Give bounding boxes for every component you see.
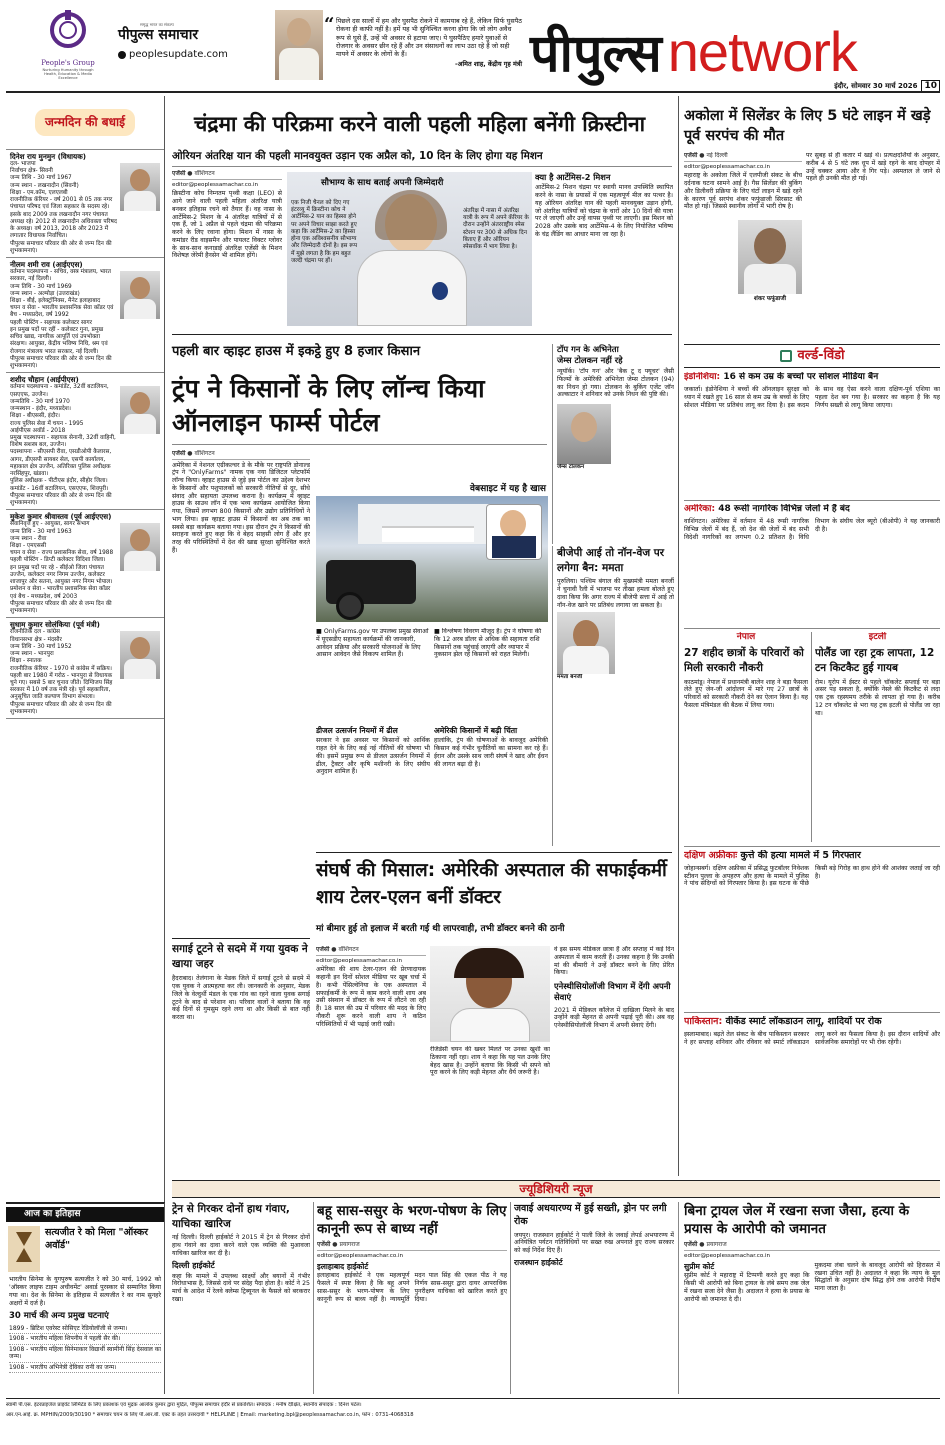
- story1-body2: कहा कि मामले में उपलब्ध साक्ष्यों और बयानों में गंभीर विरोधाभास है, जिससे दावे पर संदेह पैदा होता है। कोर्ट ने 25 मार्च के आदेश में रेलवे क्लेम्स ट्रिब्यूनल के फैसले को बरकरार रखा।: [172, 1272, 310, 1303]
- story1-body: नई दिल्ली। दिल्ली हाईकोर्ट ने 2015 में ट्रेन से गिरकर दोनों हाथ गंवाने का दावा करने वाले एक व्यक्ति की मुआवजा याचिका खारिज कर दी है।: [172, 1234, 310, 1257]
- judiciary-story-1: [172, 1202, 310, 1394]
- accident-headline: सगाई टूटने से सदमे में गया युवक ने खाया जहर: [172, 943, 308, 970]
- sangharsh-col-1: एजेंसी ● वॉशिंगटन editor@peoplessamachar.co.in अमेरिका की शाय टेलर-एलन की प्रेरणादायक कहानी इन दिनों सोशल मीडिया पर खूब चर्चा में है। कभी पेंसिल्वेनिया के एक अस्पताल में सफाईकर्मी के रूप में काम करने वाली शाय अब उसी संस्थान में डॉक्टर के रूप में लौटने जा रही हैं। 18 साल की उम्र में परिवार की मदद के लिए नौकरी शुरू करने वाली शाय ने कठिन परिस्थितियों में भी पढ़ाई जारी रखी।: [316, 946, 426, 1028]
- diesel-body: सरकार ने इस अवसर पर किसानों को आर्थिक राहत देने के लिए कई नई नीतियों की घोषणा भी की। इसमें प्रमुख रूप से डीजल उत्सर्जन नियमों में ढील, ट्रैक्टर और कृषि मशीनरी के लिए संघीय अनुदान शामिल हैं।: [316, 737, 430, 776]
- birthday-detail-line: शिक्षा - बीएससी, इंदौर।: [10, 413, 60, 420]
- history-box: [6, 1202, 165, 1394]
- akola-col-2: [806, 152, 940, 338]
- nepal-item: [684, 632, 808, 842]
- birthday-header-text: जन्मदिन की बधाई: [35, 109, 135, 136]
- history-event: 1899 - ब्रिटिश एवरेस्ट सोसिएट रेडियोलॉजी से जन्मा।: [9, 1324, 161, 1335]
- birthday-detail-line: प्रमुख पदस्थापना - सहायक सेनानी, 32वीं वाहिनी, विशेष सशस्त्र बल, उज्जैन।: [10, 434, 116, 449]
- bullet-icon: ■: [434, 628, 442, 635]
- america-body: वाशिंगटन। अमेरिका में वर्तमान में 48 रूसी नागरिक विभिन्न जेलों में बंद हैं, जो देश की जेलों में बंद सभी विदेशी नागरिकों का लगभग 0.2 प्रतिशत है। विधि विभाग के संघीय जेल ब्यूरो (बीओपी) ने यह जानकारी दी है।: [684, 518, 940, 541]
- website-link[interactable]: peoplesupdate.com: [129, 48, 228, 60]
- sangharsh-body: अमेरिका की शाय टेलर-एलन की प्रेरणादायक कहानी इन दिनों सोशल मीडिया पर खूब चर्चा में है। कभी पेंसिल्वेनिया के एक अस्पताल में सफाईकर्मी के रूप में काम करने वाली शाय अब उसी संस्थान में डॉक्टर के रूप में लौटने जा रही हैं। 18 साल की उम्र में परिवार की मदद के लिए नौकरी शुरू करने वाली शाय ने कठिन परिस्थितियों में भी पढ़ाई जारी रखी।: [316, 966, 426, 1028]
- america-lead: अमेरिका:: [684, 504, 716, 514]
- story2-email: editor@peoplessamachar.co.in: [317, 1252, 404, 1259]
- nepal-title: 27 शहीद छात्रों के परिवारों को मिली सरकारी नौकरी: [684, 647, 804, 674]
- bullet-icon: ■: [316, 628, 324, 635]
- indonesia-lead: इंडोनेशिया:: [684, 372, 721, 382]
- birthday-detail-line: शिक्षा - बीई, इलेक्ट्रॉनिक्स, मैनेट इलाहाबाद: [10, 297, 101, 304]
- birthday-detail-line: चयन व सेवा - भारतीय प्रशासनिक सेवा कॉडर एवं बैच - मध्यप्रदेश, वर्ष 1992: [10, 305, 114, 319]
- birthday-detail-line: पीपुल्स समाचार परिवार की ओर से जन्म दिन की शुभकामनाएं।: [10, 600, 112, 615]
- story2-headline: बहू सास-ससुर के भरण-पोषण के लिए कानूनी रूप से बाध्य नहीं: [317, 1203, 507, 1238]
- america-item: [684, 504, 940, 628]
- birthday-detail-line: चयन व सेवा - राज्य प्रशासनिक सेवा, वर्ष 1988: [10, 550, 114, 557]
- tolkan-caption: जेम्स टोलकन: [557, 464, 585, 470]
- birthday-entry: [6, 150, 164, 258]
- story2-label: इलाहाबाद हाईकोर्ट: [317, 1261, 369, 1271]
- masthead-rule: [6, 91, 940, 93]
- birthday-detail-line: निर्वाचन क्षेत्र- सिवनी: [10, 168, 53, 175]
- quote-text: पिछले दस सालों में हम और घुसपैठ रोकने में कामयाब रहे हैं, लेकिन सिर्फ घुसपैठ रोकना ही काफी नहीं है। हमें यह भी सुनिश्चित करना होगा कि जो लोग अवैध रूप से घुसे हैं, उन्हें भी अवसर से हटाया जाए। ये घुसपैठिए हमारे युवाओं से रोजगार के अवसर छीन रहे हैं और उन संसाधनों का लाभ उठा रहे हैं जो सही मायने में अवसर के लोगों के हैं।: [336, 17, 522, 59]
- birthday-detail-line: जन्म स्थान - भानपुरा: [10, 651, 54, 658]
- concern-body: हालांकि, ट्रंप की घोषणाओं के बावजूद अमेरिकी किसान कई गंभीर चुनौतियों का सामना कर रहे हैं। ईरान और उसके साथ जारी संघर्ष ने खाद और ईंधन की लागत बढ़ा दी है।: [434, 737, 548, 768]
- judiciary-title: ज्यूडिशियरी न्यूज: [519, 1181, 593, 1196]
- history-event: 1908 - भारतीय अभिनेत्री देविका रानी का जन्म।: [9, 1363, 161, 1374]
- photo-right-text: अंतरिक्ष में नासा में अंतरिक्ष यात्री के रूप में अपने कॅरियर के दौरान उन्होंने अंतरराष्ट्रीय स्पेस स्टेशन पर 300 से अधिक दिन बिताए हैं और ऑरियन स्पेसवॉक में भाग लिया है।: [463, 208, 529, 251]
- pakistan-body: इस्लामाबाद। बढ़ते तेल संकट के बीच पाकिस्तान सरकार ने हर सप्ताह शनिवार और रविवार को स्मार्ट लॉकडाउन लागू करने का फैसला किया है। इस दौरान शादियों और सार्वजनिक समारोहों पर भी रोक रहेगी।: [684, 1030, 940, 1046]
- birthday-detail-line: पदस्थापना - सीएसपी रीवा, एसडीओपी कैलारस, आगर, डीएसपी सायबर सेल, एसपी कार्यालय, महाकाल क्षेत्र उज्जैन, अतिरिक्त पुलिस अधीक्षक नरसिंहपुर, खंडवा।: [10, 449, 112, 478]
- lead-subheadline: ओरियन अंतरिक्ष यान की पहली मानवयुक्त उड़ान एक अप्रैल को, 10 दिन के लिए होगा यह मिशन: [172, 150, 543, 162]
- akola-place: नई दिल्ली: [706, 152, 728, 159]
- story4-email: editor@peoplessamachar.co.in: [684, 1252, 771, 1259]
- shankar-caption: शंकर फफूंडाजी: [753, 296, 787, 302]
- group-logo: [38, 8, 98, 82]
- story2-place: प्रयागराज: [339, 1241, 360, 1249]
- birthday-detail-line: जन्म तिथि - 30 मार्च 1967: [10, 175, 72, 182]
- quote-mark-icon: “: [324, 14, 335, 35]
- birthday-detail-line: जन्म स्थान - लखनादौन (सिवनी): [10, 182, 79, 189]
- small-brand-tag: समृद्ध भारत का संकल्प: [140, 22, 174, 27]
- birthday-detail-line: पीपुल्स समाचार परिवार की ओर से जन्म दिन की शुभकामनाएं।: [10, 240, 112, 254]
- page-number: 10: [921, 80, 940, 93]
- history-title: सत्यजीत रे को मिला "ऑस्कर अवॉर्ड": [45, 1227, 149, 1252]
- birthday-detail-line: वर्तमान पदस्थापना - कमांडेंट, 32वीं बटालियन, एसएएफ, उज्जैन।: [10, 384, 109, 398]
- mamata-caption: ममता बनर्जी: [557, 674, 583, 681]
- story2-body: इलाहाबाद हाईकोर्ट ने एक महत्वपूर्ण फैसले में स्पष्ट किया है कि बहू अपने सास-ससुर के भरण-पोषण के लिए कानूनी रूप से बाध्य नहीं है। न्यायमूर्ति मदन पाल सिंह की एकल पीठ ने यह निर्णय सास-ससुर द्वारा दायर आपराधिक पुनरीक्षण याचिका को खारिज करते हुए दिया।: [317, 1272, 507, 1303]
- story3-headline: जवाई अधयारण्य में हुई सख्ती, ड्रोन पर लगी रोक: [514, 1203, 667, 1228]
- anesthesia-body: 2021 में मेडिकल कॉलेज में दाखिला मिलने के बाद उन्होंने कड़ी मेहनत से अपनी पढ़ाई पूरी की। अब वह एनेस्थीसियोलॉजी विभाग में अपनी सेवाएं देंगी।: [554, 1006, 674, 1030]
- africa-body: जोहान्सबर्ग। दक्षिण अफ्रीका में प्रसिद्ध फुटबॉलर निवेशक स्टीवन पुल्ला के अपहरण और हत्या के मामले में पुलिस ने पांच संदिग्धों को गिरफ्तार किया है। इस घटना के पीछे किसी बड़े गिरोह का हाथ होने की आशंका जताई जा रही है।: [684, 864, 940, 888]
- akola-headline: अकोला में सिलेंडर के लिए 5 घंटे लाइन में खड़े पूर्व सरपंच की मौत: [684, 108, 931, 145]
- shay-taylor-photo: [430, 946, 550, 1042]
- lead-place: वॉशिंगटन: [194, 170, 215, 177]
- trump-place: वॉशिंगटन: [194, 450, 215, 457]
- birthday-detail-line: जन्म स्थान - रीवा: [10, 535, 47, 542]
- mamata-story: [552, 546, 674, 846]
- birthday-detail-line: जन्म तिथि - 30 मार्च 1969: [10, 283, 72, 290]
- christina-koch-photo: [287, 172, 532, 326]
- birthday-detail-line: इन प्रमुख पदों पर रहे - सीईओ जिला पंचायत उज्जैन, कलेक्टर नगर निगम उज्जैन, कलेक्टर शाजापुर और सतना, आयुक्त नगर निगम भोपाल।: [10, 564, 113, 586]
- date-text: इंदौर, सोमवार 30 मार्च 2026: [834, 82, 918, 91]
- bjp-title: बीजेपी आई तो नॉन-वेज पर लगेगा बैन: ममता: [557, 547, 665, 574]
- logo-latin: network: [667, 20, 857, 83]
- nepal-body: काठमांडू। नेपाल में प्रधानमंत्री बालेन शाह ने बड़ा फैसला लेते हुए जेन-जी आंदोलन में मारे गए 27 छात्रों के परिवारों को सरकारी नौकरी देने का ऐलान किया है। यह फैसला मंत्रिमंडल की बैठक में लिया गया।: [684, 678, 808, 709]
- italy-label: इटली: [868, 632, 887, 642]
- person-photo: [120, 271, 160, 319]
- sangharsh-email: editor@peoplessamachar.co.in: [316, 957, 403, 964]
- birthday-detail-line: पीपुल्स समाचार परिवार की ओर से जन्म दिन की शुभकामनाएं।: [10, 492, 112, 507]
- italy-body: रोम। यूरोप में ईस्टर से पहले चॉकलेट सप्लाई पर बड़ा असर पड़ सकता है, क्योंकि नेस्ले की किटकैट से लदा एक ट्रक रहस्यमय तरीके से लापता हो गया है। करीब 12 टन चॉकलेट से भरा यह ट्रक इटली से पोलैंड जा रहा था।: [815, 678, 940, 717]
- birthday-entry: [6, 510, 164, 618]
- world-window-header: [684, 344, 940, 368]
- lead-headline: चंद्रमा की परिक्रमा करने वाली पहली महिला बनेंगी क्रिस्टीना: [194, 112, 646, 136]
- artemis-title: क्या है आर्टेमिस-2 मिशन: [535, 172, 611, 182]
- birthday-detail-line: सेवानिवृत्त हुए - आयुक्त, सागर संभाग: [10, 521, 90, 528]
- story2-agency: एजेंसी: [317, 1241, 331, 1249]
- birthday-person-name: मुकेश कुमार श्रीवास्तव (पूर्व आईएएस): [10, 512, 112, 522]
- sangharsh-body3: वे इस समय मेडिकल छात्रा हैं और सप्ताह में कई दिन अस्पताल में काम करती हैं। उनका कहना है कि उनकी मां की बीमारी ने उन्हें डॉक्टर बनने के लिए प्रेरित किया।: [554, 946, 674, 977]
- tolkan-title: जेम्स टोलकन नहीं रहे: [557, 354, 623, 365]
- sangharsh-body2: रेजिडेंसी चयन की खबर मिलते पर उनका खुशी का ठिकाना नहीं रहा। शाय ने कहा कि यह पल उनके लिए बेहद खास है। उन्होंने बताया कि किसी भी सपने को पूरा करने के लिए कड़ी मेहनत और धैर्य जरूरी है।: [430, 1046, 550, 1077]
- accident-body: हैदराबाद। तेलंगाना के मेडक जिले में सगाई टूटने से सदमे में एक युवक ने आत्महत्या कर ली। जानकारी के अनुसार, मेडक जिले के वेल्दुर्थी मंडल के एक गांव का रहने वाला युवक सगाई टूटने के बाद से परेशान था। परिवार वालों ने बताया कि वह कई दिनों से गुमसुम रहने लगा था और किसी से बात नहीं करता था।: [172, 975, 310, 1022]
- diesel-title: डीजल उत्सर्जन नियमों में ढील: [316, 726, 398, 735]
- akola-agency: एजेंसी: [684, 152, 698, 159]
- italy-title: पोलैंड जा रहा ट्रक लापता, 12 टन किटकैट हुई गायब: [815, 647, 935, 674]
- birthday-entry: [6, 373, 164, 510]
- birthday-detail-line: पुलिस अधीक्षक - पीटीएस इंदौर, सीहोर जिला।: [10, 478, 108, 485]
- small-brand-name: पीपुल्स समाचार: [118, 27, 199, 43]
- site-right-text: विश्लेषण विवरण मौजूद है। ट्रंप ने घोषणा की कि 12 अरब डॉलर से अधिक की सहायता राशि किसानों तक पहुंचाई जाएगी और व्यापार में नुकसान झेल रहे किसानों को राहत मिलेगी।: [434, 628, 542, 659]
- birthday-person-name: सुधाम कुमार सोलंकिया (पूर्व मंत्री): [10, 620, 100, 630]
- birthday-entry: [6, 618, 164, 719]
- imprint-line-2: आर.एन.आई. क्र. MPHIN/2009/30190 * समाचार चयन के लिए पी.आर.बी. एक्ट के तहत उत्तरदायी * HELPLINE | Email: marketing.bpl@peoplessamachar.co.in, फोन : 0731-4068318: [6, 1412, 414, 1418]
- birthday-detail-line: वर्तमान पदस्थापना - सचिव, वस्त्र मंत्रालय, भारत सरकार, नई दिल्ली।: [10, 269, 111, 283]
- sangharsh-agency: एजेंसी: [316, 946, 330, 953]
- pakistan-lead: पाकिस्तान:: [684, 1016, 723, 1027]
- sangharsh-subheadline: मां बीमार हुई तो इलाज में बरती गई थी लापरवाही, तभी डॉक्टर बनने की ठानी: [316, 924, 565, 934]
- concern-box: [434, 726, 548, 844]
- photo-left-text: एक निजी चैनल को दिए गए इंटरव्यू में क्रिस्टीना कोच ने आर्टेमिस-2 यान का हिस्सा होने पर अपने विचार साझा करते हुए कहा कि आर्टेमिस-2 का हिस्सा होना एक अविश्वसनीय सौभाग्य और जिम्मेदारी दोनों है। इस रूप में मुझे लगता है कि हम बहुत जल्दी चंद्रमा पर हों।: [291, 200, 358, 264]
- mamata-photo: [557, 612, 615, 674]
- birthday-detail-line: जन्म तिथि - 30 मार्च 1963: [10, 528, 72, 535]
- pakistan-title: वीकेंड स्मार्ट लॉकडाउन लागू, शादियों पर रोक: [725, 1016, 882, 1027]
- birthday-detail-line: जन्मतिथि - 30 मार्च 1970: [10, 398, 70, 405]
- small-brand: [118, 22, 268, 61]
- judiciary-story-2: बहू सास-ससुर के भरण-पोषण के लिए कानूनी रूप से बाध्य नहीं एजेंसी ● प्रयागराज editor@peoplessamachar.co.in इलाहाबाद हाईकोर्ट इलाहाबाद हाईकोर्ट ने एक महत्वपूर्ण फैसले में स्पष्ट किया है कि बहू अपने सास-ससुर के भरण-पोषण के लिए कानूनी रूप से बाध्य नहीं है। न्यायमूर्ति मदन पाल सिंह की एकल पीठ ने यह निर्णय सास-ससुर द्वारा दायर आपराधिक पुनरीक्षण याचिका को खारिज करते हुए दिया।: [317, 1203, 507, 1303]
- hourglass-icon: [8, 1226, 40, 1272]
- birthday-person-name: शशीद चौहान (आईपीएस): [10, 375, 79, 385]
- birthday-detail-line: पहली पोस्टिंग - सहायक कलेक्टर सागर: [10, 319, 93, 326]
- birthday-header: [6, 96, 164, 150]
- anesthesia-title: एनेस्थीसियोलॉजी विभाग में देंगी अपनी सेवाएं: [554, 981, 671, 1003]
- globe-network-icon: [780, 350, 792, 362]
- concern-title: अमेरिकी किसानों में बढ़ी चिंता: [434, 726, 518, 735]
- birthday-detail-line: राजनीतिक कॅरियर - वर्ष 2001 से 05 तक नगर पंचायत परिषद एवं जिला सहकार के सदस्य रहे। इसके बाद 2009 तक लखनादौन नगर पंचायत अध्यक्ष रहे। 2012 से लखनादौन अधिवक्ता परिषद के अध्यक्ष। वर्ष 2013, 2018 और 2023 में लगातार विधायक निर्वाचित।: [10, 197, 117, 240]
- birthday-detail-line: कमांडेंट - 16वीं बटालियन, एसएएफ, शिवपुरी।: [10, 485, 109, 492]
- birthday-detail-line: विधानसभा क्षेत्र - मंदसौर: [10, 636, 62, 643]
- judiciary-band: [172, 1180, 940, 1198]
- globe-icon: [118, 51, 126, 59]
- judiciary-story-4: बिना ट्रायल जेल में रखना सजा जैसा, हत्या के प्रयास के आरोपी को जमानत एजेंसी ● प्रयागराज editor@peoplessamachar.co.in सुप्रीम कोर्ट सुप्रीम कोर्ट ने महाराष्ट्र में टिप्पणी करते हुए कहा कि किसी भी आरोपी को बिना ट्रायल के लंबे समय तक जेल में रखना सजा देने जैसा है। अदालत ने हत्या के प्रयास के आरोपी को जमानत दे दी। मुकदमा लंबा चलने के बावजूद आरोपी को हिरासत में रखना उचित नहीं है। अदालत ने कहा कि न्याय के मूल सिद्धांतों के अनुसार दोष सिद्ध होने तक आरोपी निर्दोष माना जाता है।: [684, 1203, 940, 1303]
- shankar-photo: [738, 220, 802, 294]
- trump-agency: एजेंसी: [172, 450, 186, 457]
- person-photo: [120, 386, 160, 434]
- story4-headline: बिना ट्रायल जेल में रखना सजा जैसा, हत्या के प्रयास के आरोपी को जमानत: [684, 1203, 910, 1238]
- accident-story: [172, 942, 310, 1214]
- italy-item: [815, 632, 940, 842]
- world-window-title: वर्ल्ड-विंडो: [797, 347, 845, 363]
- judiciary-story-3: [514, 1202, 674, 1394]
- akola-body: महाराष्ट्र के अकोला जिले में एलपीजी संकट के बीच दर्दनाक घटना सामने आई है। गैस सिलेंडर की बुकिंग और डिलीवरी प्रक्रिया के लिए घंटों लाइन में खड़े रहने के कारण पूर्व सरपंच शंकर फफूंडाजी सिरसाट की मौत हो गई। जिससे स्थानीय लोगों में भारी रोष है।: [684, 172, 802, 211]
- logo-hindi: पीपुल्स: [530, 24, 662, 84]
- amit-shah-photo: [275, 10, 323, 80]
- birthday-entry: [6, 258, 164, 373]
- birthday-person-name: दिनेश राय मुनमुन (विधायक): [10, 152, 87, 161]
- artemis-body: आर्टेमिस-2 मिशन चंद्रमा पर स्थायी मानव उपस्थिति स्थापित करने के नासा के प्रयासों में एक महत्वपूर्ण मील का पत्थर है। यह ओरियन अंतरिक्ष यान की पहली मानवयुक्त उड़ान होगी, जो अंतरिक्ष यात्रियों को चंद्रमा के चारों ओर 10 दिनों की यात्रा पर ले जाएगी और उन्हें वापस पृथ्वी पर लाएगी। इस मिशन को 2028 और उसके बाद आर्टेमिस-4 के लिए नियोजित भविष्य के चंद्र लैंडिंग का आधार माना जा रहा है।: [535, 184, 673, 238]
- site-left: [316, 628, 430, 722]
- history-body: भारतीय सिनेमा के युगपुरुष सत्यजीत रे को 30 मार्च, 1992 को 'ऑस्कर लाइफ टाइम अचीवमेंट' अवार्ड पुरस्कार से सम्मानित किया गया था। देश के सिनेमा के इतिहास में सत्यजीत रे का नाम सुनहरे अक्षरों में दर्ज है।: [9, 1276, 161, 1307]
- logo: [530, 12, 940, 84]
- birthday-detail-line: प्रमोशन व सेवा - भारतीय प्रशासनिक सेवा कॉडर एवं बैच - मध्यप्रदेश, वर्ष 2003: [10, 586, 111, 600]
- trump-photo-caption: वेबसाइट में यह है खास: [470, 484, 546, 494]
- tolkan-photo: [557, 404, 611, 464]
- lead-agency: एजेंसी: [172, 170, 186, 177]
- masthead-quote: [336, 17, 522, 68]
- site-left-text: OnlyFarms.gov पर उपलब्ध प्रमुख सेवाओं में यूएसडीए सहायता कार्यक्रमों की जानकारी, आवेदन प्रक्रिया और सरकारी योजनाओं के लिए आसान आवेदन जैसे विकल्प शामिल हैं।: [316, 628, 429, 659]
- photo-caption: सौभाग्य के साथ बताई अपनी जिम्मेदारी: [321, 178, 444, 188]
- africa-item: [684, 850, 940, 1020]
- story4-label: सुप्रीम कोर्ट: [684, 1261, 715, 1271]
- indonesia-body: जकार्ता। इंडोनेशिया ने बच्चों की ऑनलाइन सुरक्षा को ध्यान में रखते हुए 16 साल से कम उम्र के बच्चों के लिए सोशल मीडिया पर प्रतिबंध लागू कर दिया है। इस कदम के साथ वह ऐसा करने वाला दक्षिण-पूर्व एशिया का पहला देश बन गया है। सरकार का कहना है कि यह निर्णय सख्ती से लागू किया जाएगा।: [684, 386, 940, 409]
- lead-col-1: एजेंसी ● वॉशिंगटन editor@peoplessamachar.co.in क्रिस्टीना कोच निम्नतम पृथ्वी कक्षा (LEO) से आगे जाने वाली पहली महिला अंतरिक्ष यात्री बनकर इतिहास रचने को तैयार हैं। वह नासा के आर्टेमिस-2 मिशन के 4 अंतरिक्ष यात्रियों में से एक हैं, जो 1 अप्रैल से पहले चंद्रमा की परिक्रमा करने के लिए रवाना होगा। मिशन में नासा के कमांडर रीड वाइसमैन और पायलट विक्टर ग्लोवर के साथ-साथ कनाडाई अंतरिक्ष एजेंसी के मिशन विशेषज्ञ जेरेमी हैनसेन भी शामिल होंगे।: [172, 170, 282, 260]
- trump-col-1: एजेंसी ● वॉशिंगटन अमेरिका में नेशनल एग्रीकल्चर डे के मौके पर राष्ट्रपति डोनाल्ड ट्रंप ने "OnlyFarms" नामक एक नया डिजिटल प्लेटफॉर्म लॉन्च किया। व्हाइट हाउस से जुड़े इस पोर्टल का उद्देश्य देशभर के किसानों और पशुपालकों को सरकारी नीतियों से दूर, सीधे संवाद और सहायता उपलब्ध कराना है। कार्यक्रम में व्हाइट हाउस के साउथ लॉन में एक भव्य कार्यक्रम आयोजित किया गया, जिसमें लगभग 800 किसानों और उद्योग प्रतिनिधियों ने भाग लिया। इस व्हाइट हाउस में किसानों का अब तक का सबसे बड़ा कार्यक्रम बताया गया। इस दौरान ट्रंप ने किसानों की सराहना करते हुए कहा कि वे बेहद साहसी लोग हैं और हर तरह की परिस्थितियों में देश की खाद्य सुरक्षा सुनिश्चित करते हैं।: [172, 450, 310, 554]
- birthday-person-name: नीलम शमी राव (आईएएस): [10, 260, 83, 270]
- birthday-detail-line: राज्य पुलिस सेवा में चयन - 1995: [10, 420, 84, 427]
- nepal-label: नेपाल: [736, 632, 756, 642]
- imprint-line-1: स्वामी पी.एस. इंटरप्राइजेज प्राइवेट लिमिटेड के लिए प्रकाशक एवं मुद्रक आलोक कुमार द्वारा मुद्रित, पीपुल्स समाचार इंदौर से प्रकाशित। संपादक : मनीष दीक्षित, स्थानीय संपादक : दिनेश पटेल।: [6, 1402, 362, 1408]
- person-photo: [120, 631, 160, 679]
- history-label: आज का इतिहास: [6, 1207, 164, 1222]
- africa-lead: दक्षिण अफ्रीकाः: [684, 850, 738, 861]
- akola-body2: पर सुबह से ही कतार में खड़े थे। प्रत्यक्षदर्शियों के अनुसार, करीब 4 से 5 घंटे तक धूप में खड़े रहने के बाद दोपहर में उन्हें चक्कर आया और वे गिर पड़े। अस्पताल ले जाने से पहले ही उनकी मौत हो गई।: [806, 152, 940, 183]
- story4-agency: एजेंसी: [684, 1241, 698, 1249]
- story3-body: जयपुर। राजस्थान हाईकोर्ट ने पाली जिले के जवाई लेपर्ड अभयारण्य में अनियंत्रित पर्यटन गतिविधियों पर सख्त रुख अपनाते हुए राज्य सरकार को कई निर्देश दिए हैं।: [514, 1231, 674, 1255]
- indonesia-item: [684, 372, 940, 500]
- birthday-detail-line: पहली पोस्टिंग - डिप्टी कलेक्टर विदिशा जिला।: [10, 557, 106, 564]
- trump-farm-photo: [316, 496, 548, 622]
- history-events-title: 30 मार्च की अन्य प्रमुख घटनाएं: [9, 1311, 109, 1322]
- birthday-detail-line: जन्म तिथि - 30 मार्च 1952: [10, 643, 72, 650]
- story3-label: राजस्थान हाईकोर्ट: [514, 1257, 563, 1267]
- diesel-box: [316, 726, 430, 844]
- tolkan-body: न्यूयॉर्क। 'टॉप गन' और 'बैक टू द फ्यूचर' जैसी फिल्मों के अमेरिकी अभिनेता जेम्स टोलकन (94) का निधन हो गया। टोलकन के बुकिंग एजेंट जॉन अल्काटार ने शनिवार को उनके निधन की पुष्टि की।: [557, 368, 674, 399]
- birthday-detail-line: जन्म स्थान - अल्मोड़ा (उत्तराखंड): [10, 290, 80, 297]
- peoples-group-emblem-icon: [38, 8, 98, 56]
- trump-body: अमेरिका में नेशनल एग्रीकल्चर डे के मौके पर राष्ट्रपति डोनाल्ड ट्रंप ने "OnlyFarms" नामक एक नया डिजिटल प्लेटफॉर्म लॉन्च किया। व्हाइट हाउस से जुड़े इस पोर्टल का उद्देश्य देशभर के किसानों और पशुपालकों को सरकारी नीतियों से दूर, सीधे संवाद और सहायता उपलब्ध कराना है। कार्यक्रम में व्हाइट हाउस के साउथ लॉन में एक भव्य कार्यक्रम आयोजित किया गया, जिसमें लगभग 800 किसानों और उद्योग प्रतिनिधियों ने भाग लिया। इस व्हाइट हाउस में किसानों का अब तक का सबसे बड़ा कार्यक्रम बताया गया। इस दौरान ट्रंप ने किसानों की सराहना करते हुए कहा कि वे बेहद साहसी लोग हैं और हर तरह की परिस्थितियों में देश की खाद्य सुरक्षा सुनिश्चित करते हैं।: [172, 461, 310, 554]
- history-event: 1908 - भारतीय महिला सिनेमाकार विद्यार्थी स्वामीनी सिंह देसवाल का जन्म।: [9, 1345, 161, 1363]
- bjp-body: पुरुलिया। पश्चिम बंगाल की मुख्यमंत्री ममता बनर्जी ने चुनावी रैली में भाजपा पर तीखा हमला बोलते हुए दावा किया कि अगर राज्य में बीजेपी सत्ता में आई तो नॉन-वेज खाने पर प्रतिबंध लगाया जा सकता है।: [557, 578, 674, 609]
- birthday-detail-line: शिक्षा - एम.कॉम, एलएलबी: [10, 189, 68, 196]
- artemis-box: [535, 172, 673, 326]
- birthday-detail-line: पीपुल्स समाचार परिवार की ओर से जन्म दिन की शुभकामनाएं।: [10, 701, 112, 715]
- birthday-sidebar: [6, 96, 165, 1394]
- quote-author: -अमित शाह, केंद्रीय गृह मंत्री: [454, 59, 522, 68]
- birthday-detail-line: जन्मस्थान - इंदौर, मध्यप्रदेश।: [10, 406, 71, 413]
- story4-body: सुप्रीम कोर्ट ने महाराष्ट्र में टिप्पणी करते हुए कहा कि किसी भी आरोपी को बिना ट्रायल के लंबे समय तक जेल में रखना सजा देने जैसा है। अदालत ने हत्या के प्रयास के आरोपी को जमानत दे दी।: [684, 1272, 810, 1303]
- site-right: [434, 628, 548, 722]
- person-photo: [120, 523, 160, 571]
- sangharsh-place: वॉशिंगटन: [338, 946, 359, 953]
- story4-body2: मुकदमा लंबा चलने के बावजूद आरोपी को हिरासत में रखना उचित नहीं है। अदालत ने कहा कि न्याय के मूल सिद्धांतों के अनुसार दोष सिद्ध होने तक आरोपी निर्दोष माना जाता है।: [814, 1261, 940, 1293]
- story4-place: प्रयागराज: [706, 1241, 727, 1249]
- pakistan-item: [684, 1016, 940, 1176]
- africa-title: कुत्ते की हत्या मामले में 5 गिरफ्तार: [740, 850, 861, 861]
- person-photo: [120, 163, 160, 211]
- tolkan-kicker: टॉप गन के अभिनेता: [557, 344, 619, 354]
- sangharsh-col-3: [554, 946, 674, 1182]
- history-event: 1908 - भारतीय महिला शिपनीय ने पहली सैर की।: [9, 1334, 161, 1345]
- birthday-detail-line: इन प्रमुख पदों पर रहीं - कलेक्टर गुना, प्रमुख सचिव खाद्य, नागरिक आपूर्ति एवं उपभोक्ता संरक्षण। आयुक्त, केंद्रीय भविष्य निधि, श्रम एवं रोजगार मंत्रालय भारत सरकार, नई दिल्ली।: [10, 326, 108, 355]
- birthday-detail-line: शिक्षा - स्नातक: [10, 658, 42, 665]
- birthday-detail-line: पीपुल्स समाचार परिवार की ओर से जन्म दिन की शुभकामनाएं।: [10, 355, 112, 370]
- sangharsh-col-2: [430, 1046, 550, 1182]
- story1-label: दिल्ली हाईकोर्ट: [172, 1260, 215, 1270]
- birthday-detail-line: शिक्षा - एमएससी: [10, 543, 47, 550]
- birthday-detail-line: आईपीएस अवॉर्ड - 2018: [10, 427, 66, 434]
- indonesia-title: 16 से कम उम्र के बच्चों पर सोशल मीडिया बैन: [723, 372, 879, 382]
- lead-body: क्रिस्टीना कोच निम्नतम पृथ्वी कक्षा (LEO) से आगे जाने वाली पहली महिला अंतरिक्ष यात्री बनकर इतिहास रचने को तैयार हैं। वह नासा के आर्टेमिस-2 मिशन के 4 अंतरिक्ष यात्रियों में से एक हैं, जो 1 अप्रैल से पहले चंद्रमा की परिक्रमा करने के लिए रवाना होगा। मिशन में नासा के कमांडर रीड वाइसमैन और पायलट विक्टर ग्लोवर के साथ-साथ कनाडाई अंतरिक्ष एजेंसी के मिशन विशेषज्ञ जेरेमी हैनसेन भी शामिल होंगे।: [172, 190, 282, 260]
- group-tagline: Nurturing Humanity through Health, Education & Media Excellence: [42, 67, 94, 81]
- trump-headline: ट्रंप ने किसानों के लिए लॉन्च किया ऑनलाइन फार्म्स पोर्टल: [172, 374, 485, 437]
- sangharsh-headline: संघर्ष की मिसाल: अमेरिकी अस्पताल की सफाईकर्मी शाय टेलर-एलन बनीं डॉक्टर: [316, 860, 667, 908]
- akola-col-1: एजेंसी ● नई दिल्ली editor@peoplessamachar.co.in महाराष्ट्र के अकोला जिले में एलपीजी संकट के बीच दर्दनाक घटना सामने आई है। गैस सिलेंडर की बुकिंग और डिलीवरी प्रक्रिया के लिए घंटों लाइन में खड़े रहने के कारण पूर्व सरपंच शंकर फफूंडाजी सिरसाट की मौत हो गई। जिससे स्थानीय लोगों में भारी रोष है।: [684, 152, 802, 211]
- akola-email: editor@peoplessamachar.co.in: [684, 163, 771, 170]
- lead-email: editor@peoplessamachar.co.in: [172, 181, 259, 188]
- group-name: People's Group: [41, 58, 95, 67]
- america-title: 48 रूसी नागरिक विभिन्न जेलों में हैं बंद: [718, 504, 850, 514]
- story1-headline: ट्रेन से गिरकर दोनों हाथ गंवाए, याचिका खारिज: [172, 1203, 290, 1230]
- birthday-detail-line: दल- भाजपा: [10, 161, 36, 167]
- trump-kicker: पहली बार व्हाइट हाउस में इकट्ठे हुए 8 हजार किसान: [172, 344, 421, 359]
- birthday-detail-line: राजनीतिक दल - कांग्रेस: [10, 629, 60, 636]
- tolkan-story: [552, 344, 674, 544]
- birthday-detail-line: राजनीतिक कॅरियर - 1970 से कांग्रेस में सक्रिय। पहली बार 1980 में गरोठ - भानपुरा से विधायक चुने गए। सबसे 5 बार चुनाव जीते। दिग्विजय सिंह सरकार में 10 वर्ष तक मंत्री रहे। पूर्व सहकारिता, अनुसूचित जाति कल्याण विभाग संभाला।: [10, 665, 113, 701]
